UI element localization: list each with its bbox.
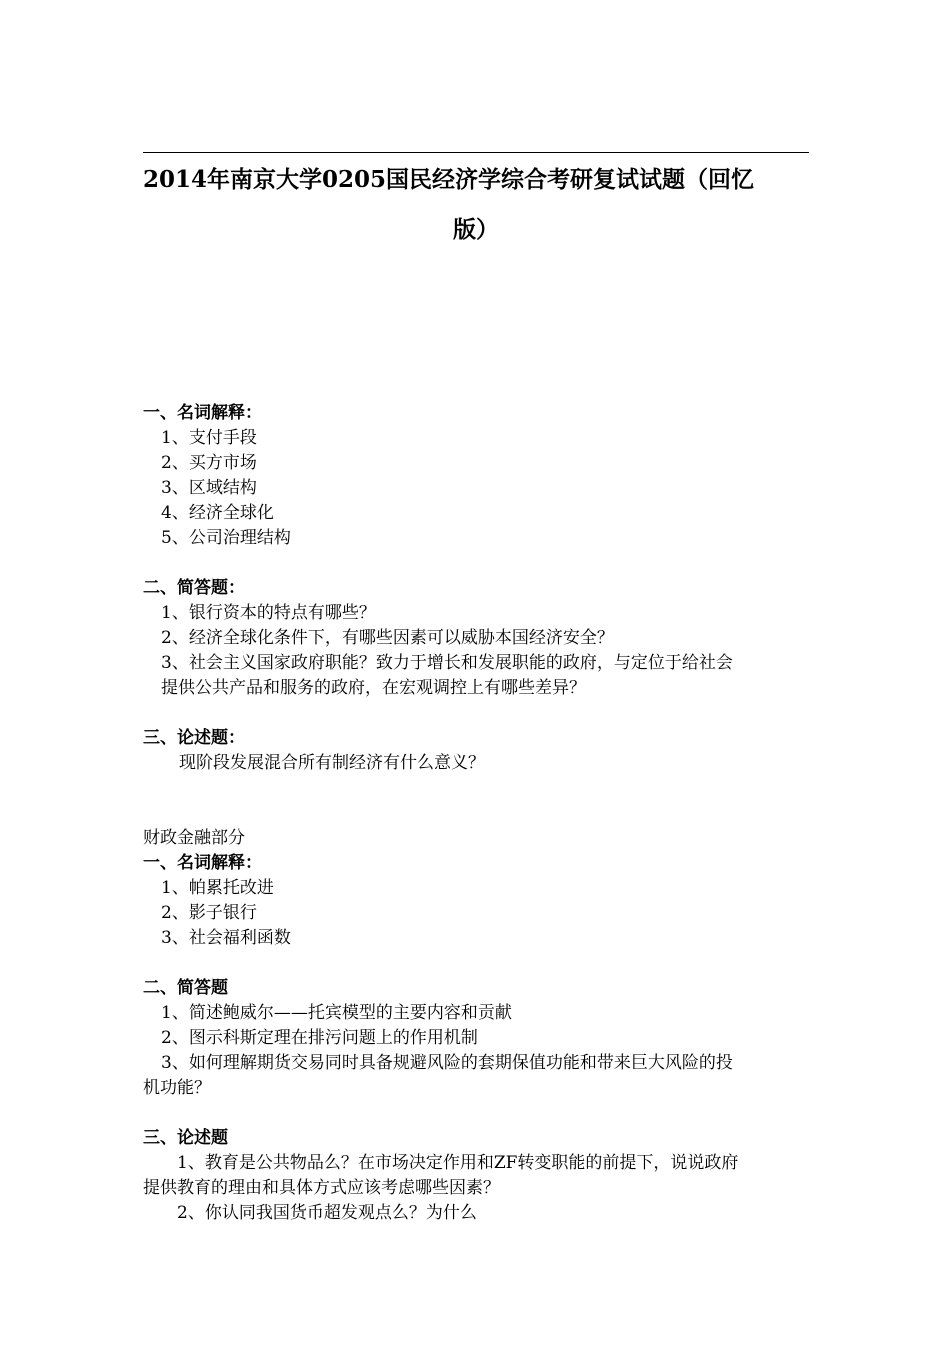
list-item: 1、银行资本的特点有哪些？ (161, 603, 376, 623)
part1-section3-heading: 三、论述题： (143, 728, 245, 748)
part2-section3-heading: 三、论述题 (143, 1128, 228, 1148)
list-item: 2、图示科斯定理在排污问题上的作用机制 (161, 1028, 478, 1048)
spacer (143, 701, 809, 726)
list-item-continuation: 提供教育的理由和具体方式应该考虑哪些因素？ (143, 1178, 500, 1198)
spacer (143, 776, 809, 826)
list-item: 2、经济全球化条件下，有哪些因素可以威胁本国经济安全？ (161, 628, 614, 648)
list-item: 3、区域结构 (161, 478, 257, 498)
list-item: 3、社会主义国家政府职能？致力于增长和发展职能的政府，与定位于给社会 (161, 653, 733, 673)
part1-section1-heading: 一、名词解释： (143, 403, 262, 423)
list-item: 2、影子银行 (161, 903, 257, 923)
document-body (143, 401, 809, 1226)
spacer (143, 551, 809, 576)
list-item-continuation: 提供公共产品和服务的政府，在宏观调控上有哪些差异？ (161, 678, 586, 698)
list-item: 3、社会福利函数 (161, 928, 291, 948)
list-item-continuation: 机功能？ (143, 1078, 211, 1098)
spacer (143, 951, 809, 976)
part2-section2-heading: 二、简答题 (143, 978, 228, 998)
list-item: 1、教育是公共物品么？在市场决定作用和ZF转变职能的前提下，说说政府 (177, 1153, 739, 1173)
title-line-1: 2014年南京大学0205国民经济学综合考研复试试题（回忆 (143, 166, 755, 193)
header-rule (143, 152, 809, 153)
list-item: 现阶段发展混合所有制经济有什么意义？ (179, 753, 485, 773)
list-item: 1、简述鲍威尔——托宾模型的主要内容和贡献 (161, 1003, 512, 1023)
list-item: 1、支付手段 (161, 428, 257, 448)
list-item: 1、帕累托改进 (161, 878, 274, 898)
part2-title: 财政金融部分 (143, 828, 245, 848)
list-item: 3、如何理解期货交易同时具备规避风险的套期保值功能和带来巨大风险的投 (161, 1053, 733, 1073)
list-item: 4、经济全球化 (161, 503, 274, 523)
list-item: 2、你认同我国货币超发观点么？为什么 (177, 1203, 477, 1223)
part2-section1-heading: 一、名词解释： (143, 853, 262, 873)
spacer (143, 1101, 809, 1126)
part1-section2-heading: 二、简答题： (143, 578, 245, 598)
title-line-2: 版） (453, 216, 499, 243)
list-item: 5、公司治理结构 (161, 528, 291, 548)
document-title (143, 162, 809, 248)
list-item: 2、买方市场 (161, 453, 257, 473)
